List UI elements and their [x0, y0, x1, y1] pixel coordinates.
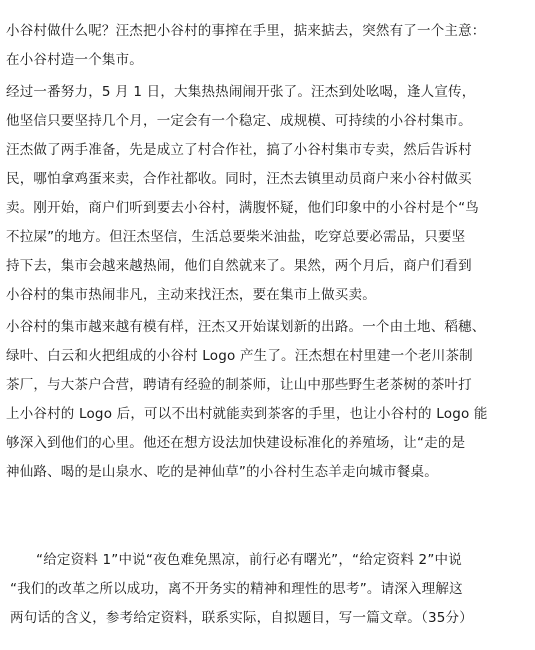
text-line: “我们的改革之所以成功，离不开务实的精神和理性的思考”。请深入理解这	[10, 581, 463, 597]
text-line: “给定资料 1”中说“夜色难免黑凉，前行必有曙光”，“给定资料 2”中说	[36, 552, 462, 568]
text-line: 两句话的含义，参考给定资料，联系实际，自拟题目，写一篇文章。（35分）	[10, 610, 473, 626]
text-line: 够深入到他们的心里。他还在想方设法加快建设标准化的养殖场，让“走的是	[6, 435, 466, 451]
text-line: 汪杰做了两手准备，先是成立了村合作社，搞了小谷村集市专卖，然后告诉村	[6, 142, 472, 158]
text-line: 小谷村的集市热闹非凡，主动来找汪杰，要在集市上做买卖。	[6, 287, 376, 303]
text-line: 持下去，集市会越来越热闹，他们自然就来了。果然，两个月后，商户们看到	[6, 258, 472, 274]
text-line: 小谷村的集市越来越有模有样，汪杰又开始谋划新的出路。一个由土地、稻穗、	[6, 319, 486, 335]
text-line: 民，哪怕拿鸡蛋来卖，合作社都收。同时，汪杰去镇里动员商户来小谷村做买	[6, 171, 472, 187]
text-line: 绿叶、白云和火把组成的小谷村 Logo 产生了。汪杰想在村里建一个老川茶制	[6, 348, 473, 364]
text-line: 神仙路、喝的是山泉水、吃的是神仙草”的小谷村生态羊走向城市餐桌。	[6, 464, 438, 480]
text-line: 经过一番努力，5 月 1 日，大集热热闹闹开张了。汪杰到处吆喝，逢人宣传，	[6, 84, 476, 100]
text-line: 不拉屎”的地方。但汪杰坚信，生活总要柴米油盐，吃穿总要必需品，只要坚	[6, 229, 466, 245]
text-line: 小谷村做什么呢？汪杰把小谷村的事搾在手里，掂来掂去，突然有了一个主意：	[6, 23, 486, 39]
text-line: 上小谷村的 Logo 后，可以不出村就能卖到茶客的手里，也让小谷村的 Logo 能	[6, 406, 488, 422]
text-line: 在小谷村造一个集市。	[6, 52, 143, 68]
text-line: 卖。刚开始，商户们听到要去小谷村，满腹怀疑，他们印象中的小谷村是个“鸟	[6, 200, 479, 216]
text-line: 他坚信只要坚持几个月，一定会有一个稳定、成规模、可持续的小谷村集市。	[6, 113, 472, 129]
text-line: 茶厂，与大茶户合营，聘请有经验的制茶师，让山中那些野生老茶树的茶叶打	[6, 377, 472, 393]
